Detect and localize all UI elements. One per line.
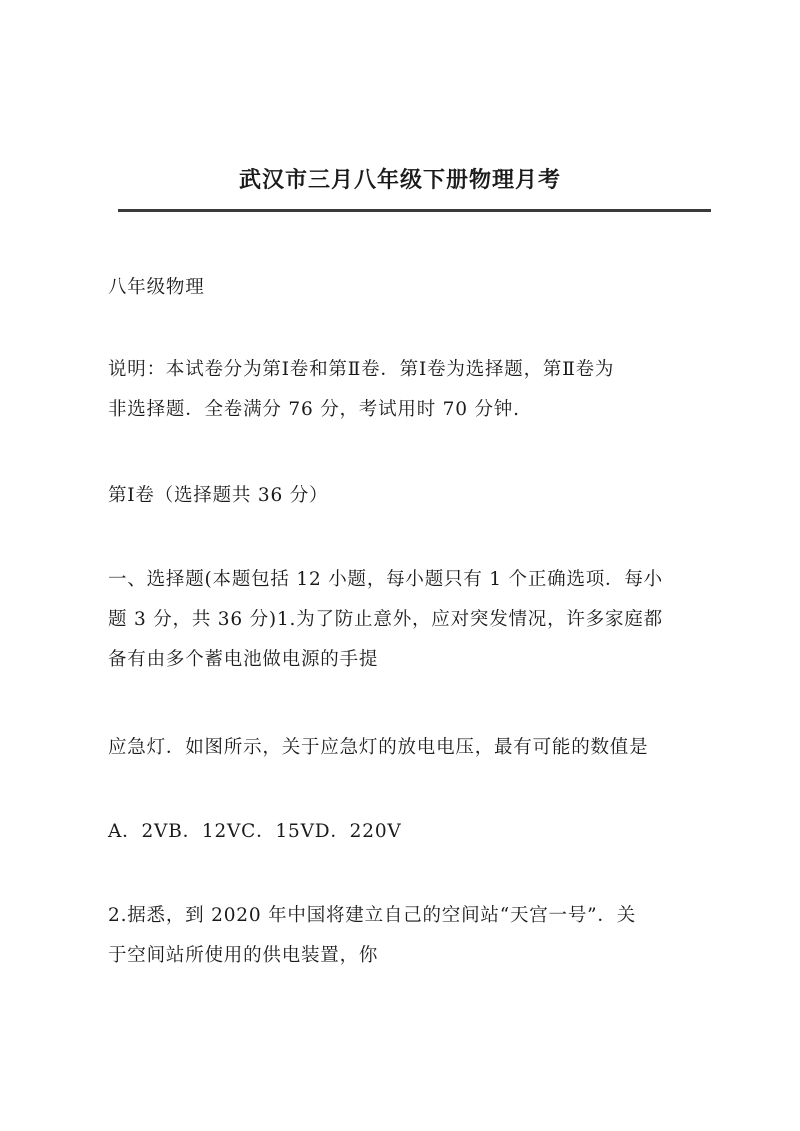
title-underline: [118, 209, 711, 212]
part-1-paragraph: [108, 560, 712, 680]
document-title: 武汉市三月八年级下册物理月考: [238, 167, 561, 193]
section-1-title: 第Ⅰ卷（选择题共 36 分）: [108, 485, 329, 506]
subject-line: 八年级物理: [108, 277, 205, 298]
question-1-options: A．2VB．12VC．15VD．220V: [108, 821, 402, 842]
part-1-line-1: 一、选择题(本题包括 12 小题，每小题只有 1 个正确选项．每小: [108, 569, 663, 590]
instructions-paragraph: [108, 350, 712, 430]
part-1-line-3: 备有由多个蓄电池做电源的手提: [108, 649, 379, 670]
instructions-line-1: 说明：本试卷分为第Ⅰ卷和第Ⅱ卷．第Ⅰ卷为选择题，第Ⅱ卷为: [108, 359, 615, 380]
question-2-line-1: 2.据悉，到 2020 年中国将建立自己的空间站“天宫一号”．关: [108, 905, 637, 926]
question-2-paragraph: [108, 896, 712, 976]
question-2-line-2: 于空间站所使用的供电装置，你: [108, 945, 379, 966]
instructions-line-2: 非选择题．全卷满分 76 分，考试用时 70 分钟.: [108, 399, 520, 420]
part-1-line-2: 题 3 分，共 36 分)1.为了防止意外，应对突发情况，许多家庭都: [108, 609, 663, 630]
question-1-stem: 应急灯．如图所示，关于应急灯的放电电压，最有可能的数值是: [108, 737, 649, 758]
